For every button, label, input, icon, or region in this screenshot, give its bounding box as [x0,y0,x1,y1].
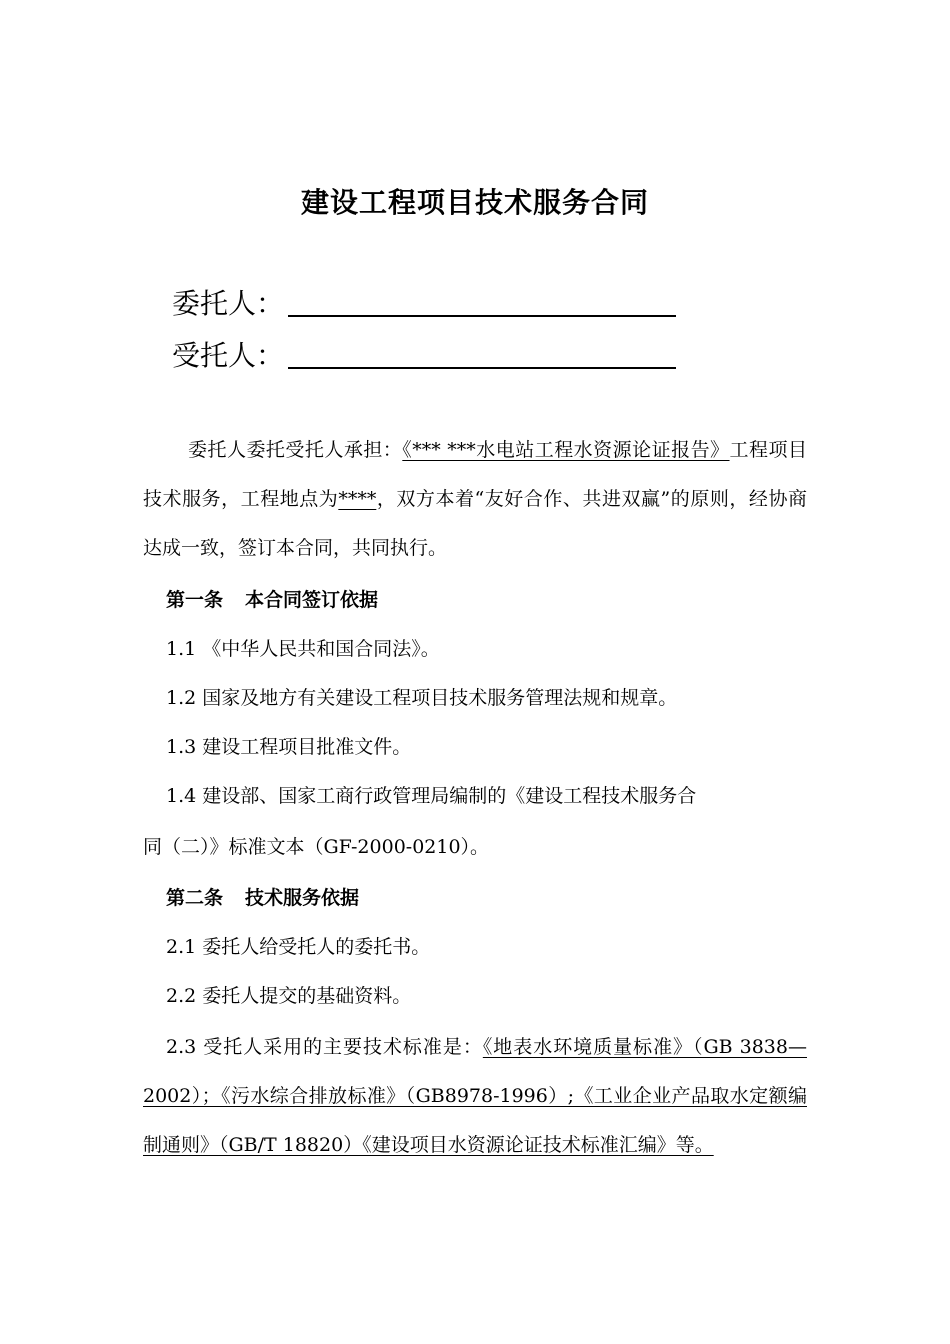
contractor-field [172,334,676,374]
list-item: 1.2 国家及地方有关建设工程项目技术服务管理法规和规章。 [166,687,678,709]
list-item: 1.3 建设工程项目批准文件。 [166,736,412,758]
article1-heading [166,576,378,625]
client-label: 委托人： [172,287,285,320]
article1-title: 本合同签订依据 [245,589,379,611]
article2-title: 技术服务依据 [245,887,360,909]
list-item: 1.4 建设部、国家工商行政管理局编制的《建设工程技术服务合 [166,785,697,807]
standards-list: 《地表水环境质量标准》（GB 3838—2002）；《污水综合排放标准》（GB8978-1996）;《工业企业产品取水定额编制通则》（GB/T 18820）《建设项目水资源论证技术标准汇编》等。 [143,1036,807,1156]
intro-suffix: ，双方本着“友好合作、共进双赢”的原则，经协商达成一致，签订本合同，共同执行。 [143,488,807,559]
client-field [172,282,676,322]
document-title: 建设工程项目技术服务合同 [300,186,649,219]
article2-heading [166,874,359,923]
article1-number: 第一条 [166,589,224,611]
project-location: **** [338,488,377,510]
contractor-label: 受托人： [172,339,285,372]
technical-standards-item [143,1023,807,1170]
list-item: 2.1 委托人给受托人的委托书。 [166,936,431,958]
project-name: 《*** ***水电站工程水资源论证报告》 [402,439,730,461]
list-item: 1.1 《中华人民共和国合同法》。 [166,638,440,660]
standards-prefix: 2.3 受托人采用的主要技术标准是： [166,1036,483,1058]
client-blank-line [288,287,676,317]
article2-number: 第二条 [166,887,224,909]
list-item: 2.2 委托人提交的基础资料。 [166,985,412,1007]
intro-prefix: 委托人委托受托人承担： [188,439,403,461]
intro-paragraph [143,426,807,573]
list-item-continuation: 同（二）》标准文本（GF-2000-0210）。 [143,836,490,858]
intro-middle: 工程项目技术服务，工程地点为 [143,439,807,510]
contractor-blank-line [288,339,676,369]
